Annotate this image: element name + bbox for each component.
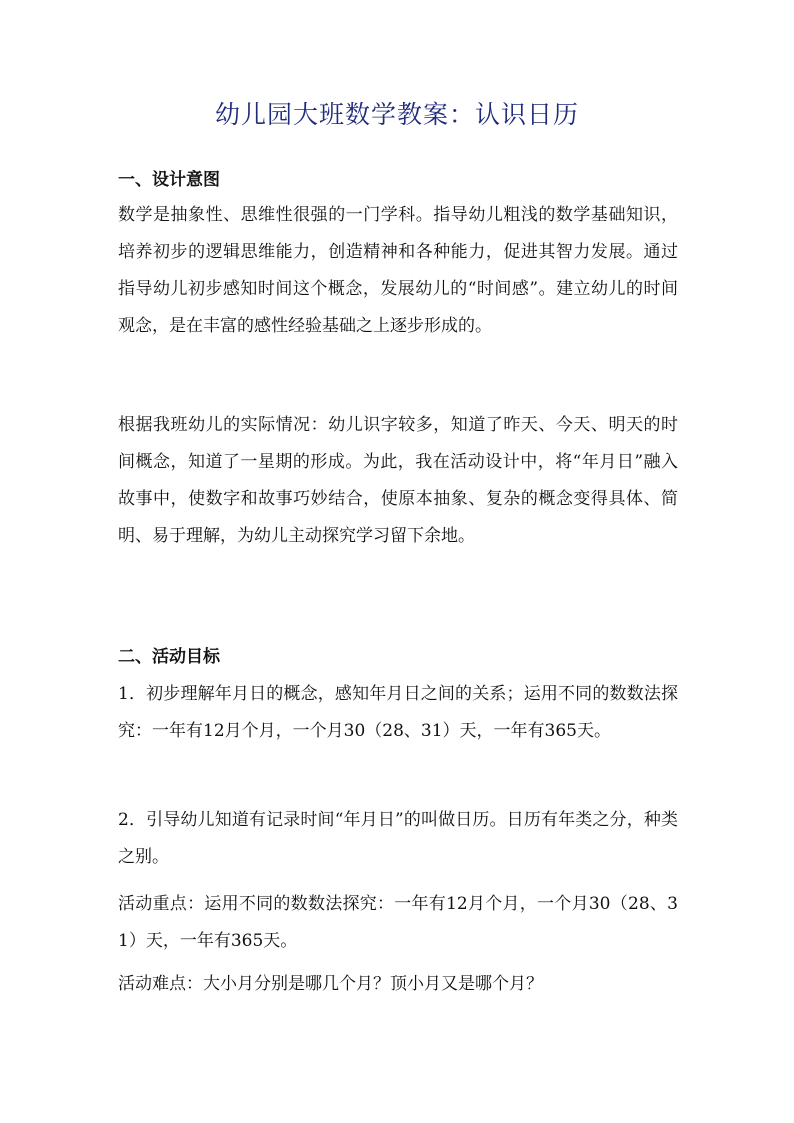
paragraph-goal-1: 1．初步理解年月日的概念，感知年月日之间的关系；运用不同的数数法探究：一年有12月个月，一个月30（28、31）天，一年有365天。 <box>118 684 678 741</box>
paragraph-design-intent-1: 数学是抽象性、思维性很强的一门学科。指导幼儿粗浅的数学基础知识，培养初步的逻辑思维能力，创造精神和各种能力，促进其智力发展。通过指导幼儿初步感知时间这个概念，发展幼儿的“时间感”。建立幼儿的时间观念，是在丰富的感性经验基础之上逐步形成的。 <box>118 205 678 336</box>
section-heading-activity-goals: 二、活动目标 <box>118 647 220 667</box>
paragraph-design-intent-2: 根据我班幼儿的实际情况：幼儿识字较多，知道了昨天、今天、明天的时间概念，知道了一星期的形成。为此，我在活动设计中，将“年月日”融入故事中，使数字和故事巧妙结合，使原本抽象、复杂的概念变得具体、简明、易于理解，为幼儿主动探究学习留下余地。 <box>118 415 678 546</box>
document-title: 幼儿园大班数学教案：认识日历 <box>214 100 579 129</box>
section-heading-design-intent: 一、设计意图 <box>118 170 220 190</box>
paragraph-goal-2: 2．引导幼儿知道有记录时间“年月日”的叫做日历。日历有年类之分，种类之别。 <box>118 810 678 867</box>
paragraph-key-point: 活动重点：运用不同的数数法探究：一年有12月个月，一个月30（28、31）天，一年有365天。 <box>118 894 678 951</box>
paragraph-difficult-point: 活动难点：大小月分别是哪几个月？顶小月又是哪个月？ <box>118 974 543 994</box>
